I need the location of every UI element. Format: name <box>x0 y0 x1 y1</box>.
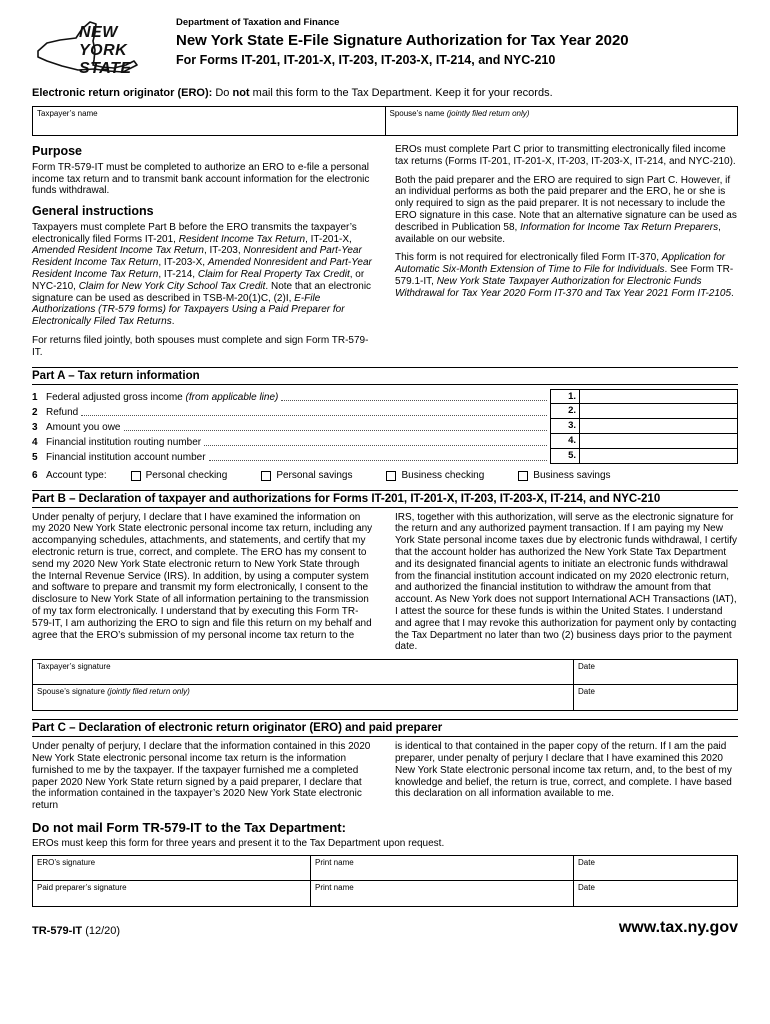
line-number: 6 <box>32 469 38 481</box>
line-label: Financial institution routing number <box>46 436 202 448</box>
paid-preparer-date-field[interactable] <box>574 881 737 906</box>
refund-field[interactable] <box>580 404 738 419</box>
part-c-heading: Part C – Declaration of electronic return originator (ERO) and paid preparer <box>32 719 738 737</box>
part-a-line-1 <box>32 389 738 404</box>
date-label: Date <box>578 858 595 867</box>
general-instructions-heading: General instructions <box>32 204 154 219</box>
spouse-name-field[interactable] <box>386 107 738 135</box>
account-number-field[interactable] <box>580 449 738 464</box>
logo-word-york: YORK <box>79 42 128 59</box>
right-instructions-p3: This form is not required for electronically filed Form IT-370, Application for Automatic Six-Month Extension of Time to File for Individuals. See Form TR-579.1-IT, New York State Taxpayer Authorization for Electronic Funds Withdrawal for Tax Year 2020 Form IT-370 and Tax Year 2021 Form IT-2105. <box>395 252 734 299</box>
table-row <box>33 856 737 881</box>
print-name-label: Print name <box>315 883 354 892</box>
general-instructions-p1: Taxpayers must complete Part B before the ERO transmits the taxpayer’s electronically filed Forms IT-201, Resident Income Tax Return, IT-201-X, Amended Resident Income Tax Return, IT-203, Nonresident and Part-Year Resident Income Tax Return, IT-203-X, Amended Nonresident and Part-Year Resident Income Tax Return, IT-214, Claim for Real Property Tax Credit, or NYC-210, Claim for New York City School Tax Credit. Note that an electronic signature can be used as described in TSB-M-20(1)C, (2)I, E-File Authorizations (TR-579 forms) for Taxpayers Using a Paid Preparer for Electronically Filed Tax Returns. <box>32 221 372 328</box>
logo-word-state: STATE <box>79 60 132 77</box>
personal-checking-checkbox[interactable] <box>131 471 141 481</box>
line-number: 2 <box>32 406 38 418</box>
line-box-number: 4. <box>550 434 580 449</box>
line-box-number: 2. <box>550 404 580 419</box>
amount-owed-field[interactable] <box>580 419 738 434</box>
logo-word-new: NEW <box>79 24 118 41</box>
form-subtitle: For Forms IT-201, IT-201-X, IT-203, IT-203-X, IT-214, and NYC-210 <box>176 53 556 67</box>
spouse-signature-date-field[interactable] <box>574 685 737 710</box>
checkbox-label: Business checking <box>401 470 485 482</box>
part-c-declaration <box>32 741 738 812</box>
spouse-signature-label: Spouse’s signature (jointly filed return only) <box>37 687 190 697</box>
dotted-leader <box>81 415 547 416</box>
spouse-name-label: Spouse’s name (jointly filed return only) <box>389 109 530 118</box>
date-label: Date <box>578 883 595 892</box>
name-fields-table <box>32 106 738 136</box>
ero-print-name-field[interactable] <box>311 856 574 880</box>
part-a-line-4 <box>32 434 738 449</box>
instructions-right-column <box>395 144 738 359</box>
line-number: 3 <box>32 421 38 433</box>
line-box-number: 3. <box>550 419 580 434</box>
part-b-declaration-col1: Under penalty of perjury, I declare that I have examined the information on my 2020 New York State electronic personal income tax return, including any accompanying schedules, attachments, and statements, and certify that my electronic return is true, correct, and complete. The ERO has my consent to send my 2020 New York State electronic return to New York State through the Internal Revenue Service (IRS). In addition, by using a computer system and software to prepare and transmit my form electronically, I consent to the disclosure to New York State of all information pertaining to the transmission of my tax form electronically. I understand that by executing this Form TR-579-IT, I am authorizing the ERO to sign and file this return on my behalf and agree that the ERO’s submission of my personal income tax return to the <box>32 511 373 641</box>
dotted-leader <box>124 430 548 431</box>
form-number: TR-579-IT <box>32 925 83 937</box>
part-a-section <box>32 367 738 482</box>
part-b-declaration <box>32 512 738 654</box>
line-label: Amount you owe <box>46 421 121 433</box>
purpose-heading: Purpose <box>32 144 83 158</box>
paid-preparer-print-name-field[interactable] <box>311 881 574 906</box>
ero-date-field[interactable] <box>574 856 737 880</box>
taxpayer-name-field[interactable] <box>33 107 386 135</box>
personal-savings-checkbox[interactable] <box>261 471 271 481</box>
form-footer <box>32 919 738 937</box>
nys-logo <box>32 16 164 78</box>
taxpayer-signature-table <box>32 659 738 711</box>
do-not-mail-text: EROs must keep this form for three years and present it to the Tax Department upon request. <box>32 838 445 849</box>
part-b-heading: Part B – Declaration of taxpayer and authorizations for Forms IT-201, IT-201-X, IT-203, IT-203-X, IT-214, and NYC-210 <box>32 490 738 508</box>
part-a-line-6 <box>32 470 738 482</box>
form-header <box>32 16 738 78</box>
agency-name: Department of Taxation and Finance <box>176 17 340 28</box>
part-a-heading: Part A – Tax return information <box>32 367 738 385</box>
dotted-leader <box>209 460 547 461</box>
line-number: 4 <box>32 436 38 448</box>
form-revision: (12/20) <box>85 925 121 937</box>
checkbox-label: Business savings <box>533 470 611 482</box>
part-b-declaration-col2: IRS, together with this authorization, will serve as the electronic signature for the return and any authorized payment transaction. If I am paying my New York State personal income taxes due by electronic funds withdrawal, I certify that the account holder has authorized the New York State Tax Department and its designated financial agents to initiate an electronic funds withdrawal from the financial institution account indicated on my 2020 electronic return, and authorized the financial institution to withdraw the amount from that account. As New York does not support International ACH Transactions (IAT), I attest the source for these funds is within the United States. I understand and agree that I may revoke this authorization for payment only by contacting the Tax Department no later than two (2) business days prior to the payment date. <box>395 511 738 653</box>
instructions-left-column <box>32 144 375 359</box>
checkbox-label: Personal checking <box>145 470 228 482</box>
line-number: 1 <box>32 391 38 403</box>
part-c-declaration-col2: is identical to that contained in the paper copy of the return. If I am the paid preparer, under penalty of perjury I declare that I have examined this 2020 New York State electronic personal income tax return, and, to the best of my knowledge and belief, the return is true, correct, and complete. I have based this declaration on all information available to me. <box>395 741 732 800</box>
paid-preparer-signature-field[interactable] <box>33 881 311 906</box>
ero-signature-label: ERO’s signature <box>37 858 96 867</box>
preparer-signature-table <box>32 855 738 907</box>
table-row <box>33 685 737 710</box>
paid-preparer-signature-label: Paid preparer’s signature <box>37 883 127 892</box>
ero-signature-field[interactable] <box>33 856 311 880</box>
taxpayer-name-label: Taxpayer’s name <box>37 109 98 118</box>
spouse-signature-field[interactable] <box>33 685 574 710</box>
taxpayer-signature-label: Taxpayer’s signature <box>37 662 111 672</box>
taxpayer-signature-date-field[interactable] <box>574 660 737 684</box>
personal-savings-option <box>261 470 352 481</box>
checkbox-label: Personal savings <box>276 470 353 482</box>
right-instructions-p2: Both the paid preparer and the ERO are required to sign Part C. However, if an individual performs as both the paid preparer and the ERO, he or she is only required to sign as the paid preparer. It is not necessary to include the ERO signature in this case. Note that an alternative signature can be used as described in Publication 58, Information for Income Tax Return Preparers, available on our website. <box>395 174 737 245</box>
form-id <box>32 925 120 937</box>
business-savings-checkbox[interactable] <box>518 471 528 481</box>
form-title: New York State E-File Signature Authorization for Tax Year 2020 <box>176 32 629 49</box>
taxpayer-signature-field[interactable] <box>33 660 574 684</box>
part-a-line-3 <box>32 419 738 434</box>
business-savings-option <box>518 470 610 481</box>
line-box-number: 1. <box>550 389 580 404</box>
date-label: Date <box>578 662 595 672</box>
do-not-mail-heading: Do not mail Form TR-579-IT to the Tax Department: <box>32 820 346 835</box>
personal-checking-option <box>131 470 228 481</box>
part-c-section <box>32 719 738 907</box>
business-checking-option <box>386 470 484 481</box>
dotted-leader <box>281 400 547 401</box>
line-box-number: 5. <box>550 449 580 464</box>
print-name-label: Print name <box>315 858 354 867</box>
line-number: 5 <box>32 451 38 463</box>
header-text <box>176 16 629 67</box>
date-label: Date <box>578 687 595 697</box>
right-instructions-p1: EROs must complete Part C prior to transmitting electronically filed income tax returns (Forms IT-201, IT-201-X, IT-203, IT-203-X, IT-214, and NYC-210). <box>395 144 736 167</box>
instructions-section <box>32 144 738 359</box>
dotted-leader <box>204 445 547 446</box>
business-checking-checkbox[interactable] <box>386 471 396 481</box>
line-label: Refund <box>46 406 79 418</box>
table-row <box>33 881 737 906</box>
table-row <box>33 660 737 685</box>
website-url: www.tax.ny.gov <box>618 919 738 936</box>
part-a-line-5 <box>32 449 738 464</box>
purpose-text: Form TR-579-IT must be completed to authorize an ERO to e-file a personal income tax return and to transmit bank account information for the electronic funds withdrawal. <box>32 161 370 197</box>
ero-notice: Electronic return originator (ERO): Do not mail this form to the Tax Department. Keep it for your records. <box>32 87 553 99</box>
general-instructions-p2: For returns filed jointly, both spouses must complete and sign Form TR-579-IT. <box>32 335 369 358</box>
line-label: Financial institution account number <box>46 451 206 463</box>
line-label: Federal adjusted gross income (from applicable line) <box>46 391 279 403</box>
account-type-label: Account type: <box>46 470 107 482</box>
part-a-line-2 <box>32 404 738 419</box>
routing-number-field[interactable] <box>580 434 738 449</box>
federal-agi-field[interactable] <box>580 389 738 404</box>
part-c-declaration-col1: Under penalty of perjury, I declare that the information contained in this 2020 New York State electronic personal income tax return is the information furnished to me by the taxpayer. If the taxpayer furnished me a completed paper 2020 New York State return signed by a paid preparer, I declare that the information contained in the taxpayer’s 2020 New York State electronic return <box>32 741 371 812</box>
part-a-lines <box>32 389 738 464</box>
part-b-section <box>32 490 738 712</box>
